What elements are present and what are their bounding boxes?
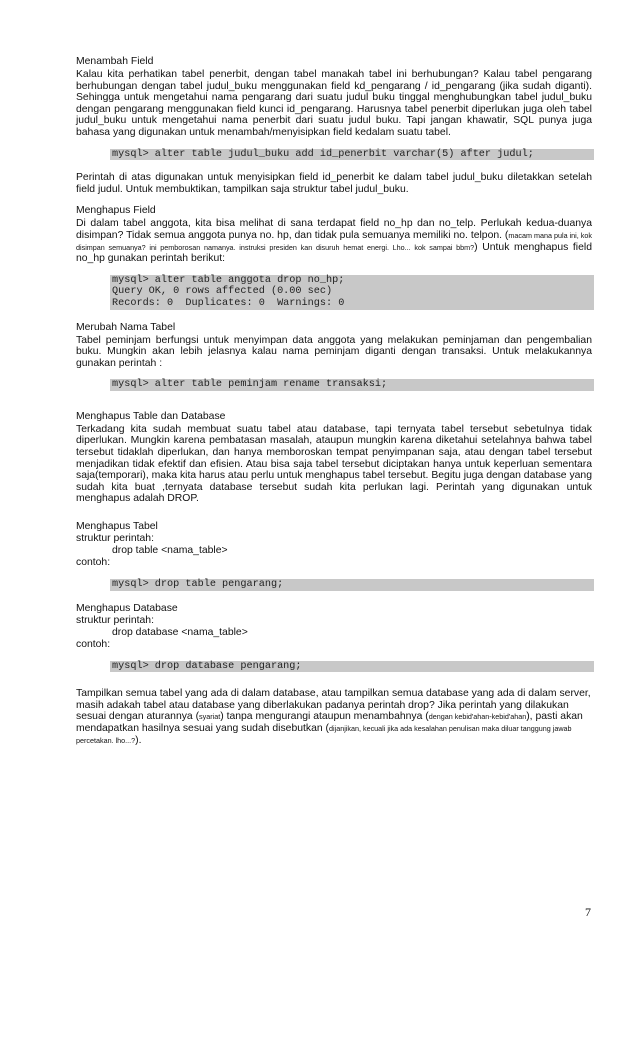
section-title-add-field: Menambah Field [76, 56, 154, 67]
aside-note: dijanjikan, kecuali jika ada kesalahan penulisan maka diluar tanggung jawab percetakan. lho...? [76, 724, 572, 745]
page-number: 7 [585, 905, 591, 919]
code-block-drop-table: mysql> drop table pengarang; [110, 579, 594, 591]
code-block-drop-field [110, 275, 594, 310]
section-title-drop-table: Menghapus Tabel [76, 521, 158, 533]
page-content [76, 56, 592, 746]
structure-label: struktur perintah: [76, 533, 154, 545]
paragraph-add-field-explain: Perintah di atas digunakan untuk menyisipkan field id_penerbit ke dalam tabel judul_buku diletakkan setelah field judul. Untuk membuktikan, tampilkan saja struktur tabel judul_buku. [76, 172, 592, 195]
paragraph-closing: Tampilkan semua tabel yang ada di dalam database, atau tampilkan semua database yang ada di dalam server, masih adakah tabel atau database yang diberlakukan padanya perintah drop? Jika perintah yang dilakukan sesuai dengan aturannya (syariat) tanpa mengurangi ataupun menambahnya (dengan kebid'ahan-kebid'ahan), pasti akan mendapatkan hasilnya sesuai yang sudah disebutkan (dijanjikan, kecuali jika ada kesalahan penulisan maka diluar tanggung jawab percetakan. lho...?). [76, 688, 591, 746]
structure-command: drop database <nama_table> [112, 626, 248, 638]
paragraph-rename-table: Tabel peminjam berfungsi untuk menyimpan data anggota yang melakukan peminjaman dan pengembalian buku. Mungkin akan lebih jelasnya kalau nama peminjam diganti dengan transaksi. Untuk melakukannya gunakan perintah : [76, 334, 592, 369]
paragraph-add-field: Kalau kita perhatikan tabel penerbit, dengan tabel manakah tabel ini berhubungan? Kalau tabel pengarang berhubungan dengan tabel judul_buku menggunakan field kd_pengarang / id_pengarang (jika sudah diganti). Sehingga untuk mengetahui nama pengarang dari suatu judul buku tinggal menghubungkan tabel judul_buku dengan pengarang menggunakan field kunci id_pengarang. Harusnya tabel penerbit diperlukan juga oleh tabel judul_buku untuk mengetahui nama penerbit dari suatu judul buku. Tapi jangan khawatir, SQL punya juga bahasa yang digunakan untuk menambah/menyisipkan field kedalam suatu tabel. [76, 69, 592, 138]
code-line: Records: 0 Duplicates: 0 Warnings: 0 [112, 297, 345, 309]
section-title-drop-database: Menghapus Database [76, 602, 178, 614]
structure-label: struktur perintah: [76, 614, 154, 626]
section-title-drop-table-db: Menghapus Table dan Database [76, 410, 226, 422]
code-block-drop-database: mysql> drop database pengarang; [110, 661, 594, 673]
example-label: contoh: [76, 638, 111, 650]
example-label: contoh: [76, 557, 111, 569]
code-block-rename-table: mysql> alter table peminjam rename transaksi; [110, 379, 594, 391]
code-block-add-field: mysql> alter table judul_buku add id_penerbit varchar(5) after judul; [110, 149, 594, 161]
structure-command: drop table <nama_table> [112, 545, 228, 557]
paragraph-drop-field: Di dalam tabel anggota, kita bisa melihat di sana terdapat field no_hp dan no_telp. Perlukah kedua-duanya disimpan? Tidak semua anggota punya no. hp, dan tidak pula semuanya memiliki no. telpon. (macam mana pula ini, kok disimpan semuanya? ini pemborosan namanya. instruksi presiden kan disuruh hemat energi. Lho... kok sampai bbm?) Untuk menghapus field no_hp gunakan perintah berikut: [76, 218, 592, 265]
aside-note: syariat [199, 712, 221, 722]
section-title-rename-table: Merubah Nama Tabel [76, 321, 176, 333]
paragraph-drop-table-db: Terkadang kita sudah membuat suatu tabel atau database, tapi ternyata tabel tersebut sebetulnya tidak diperlukan. Mungkin karena pembatasan masalah, ataupun mungkin karena diketahui setelahnya bahwa tabel tersebut tidaklah diperlukan, dan hanya memboroskan tempat penyimpanan saja, atau dengan tabel tersebut menjadikan tidak efektif dan efisien. Atau bisa saja tabel tersebut diciptakan hanya untuk keperluan sementara saja(temporari), maka kita harus atau perlu untuk menghapus tabel tersebut. Begitu juga dengan database yang sudah kita buat ,ternyata database tersebut sudah kita perlukan lagi. Perintah yang digunakan untuk menghapus adalah DROP. [76, 423, 592, 505]
aside-note: dengan kebid'ahan-kebid'ahan [428, 712, 527, 722]
code-line: Query OK, 0 rows affected (0.00 sec) [112, 286, 333, 298]
code-line: mysql> alter table anggota drop no_hp; [112, 274, 345, 286]
aside-note: macam mana pula ini, kok disimpan semuanya? ini pemborosan namanya. instruksi presiden kan disuruh hemat energi. Lho... kok sampai bbm? [76, 230, 592, 252]
section-title-drop-field: Menghapus Field [76, 205, 156, 217]
